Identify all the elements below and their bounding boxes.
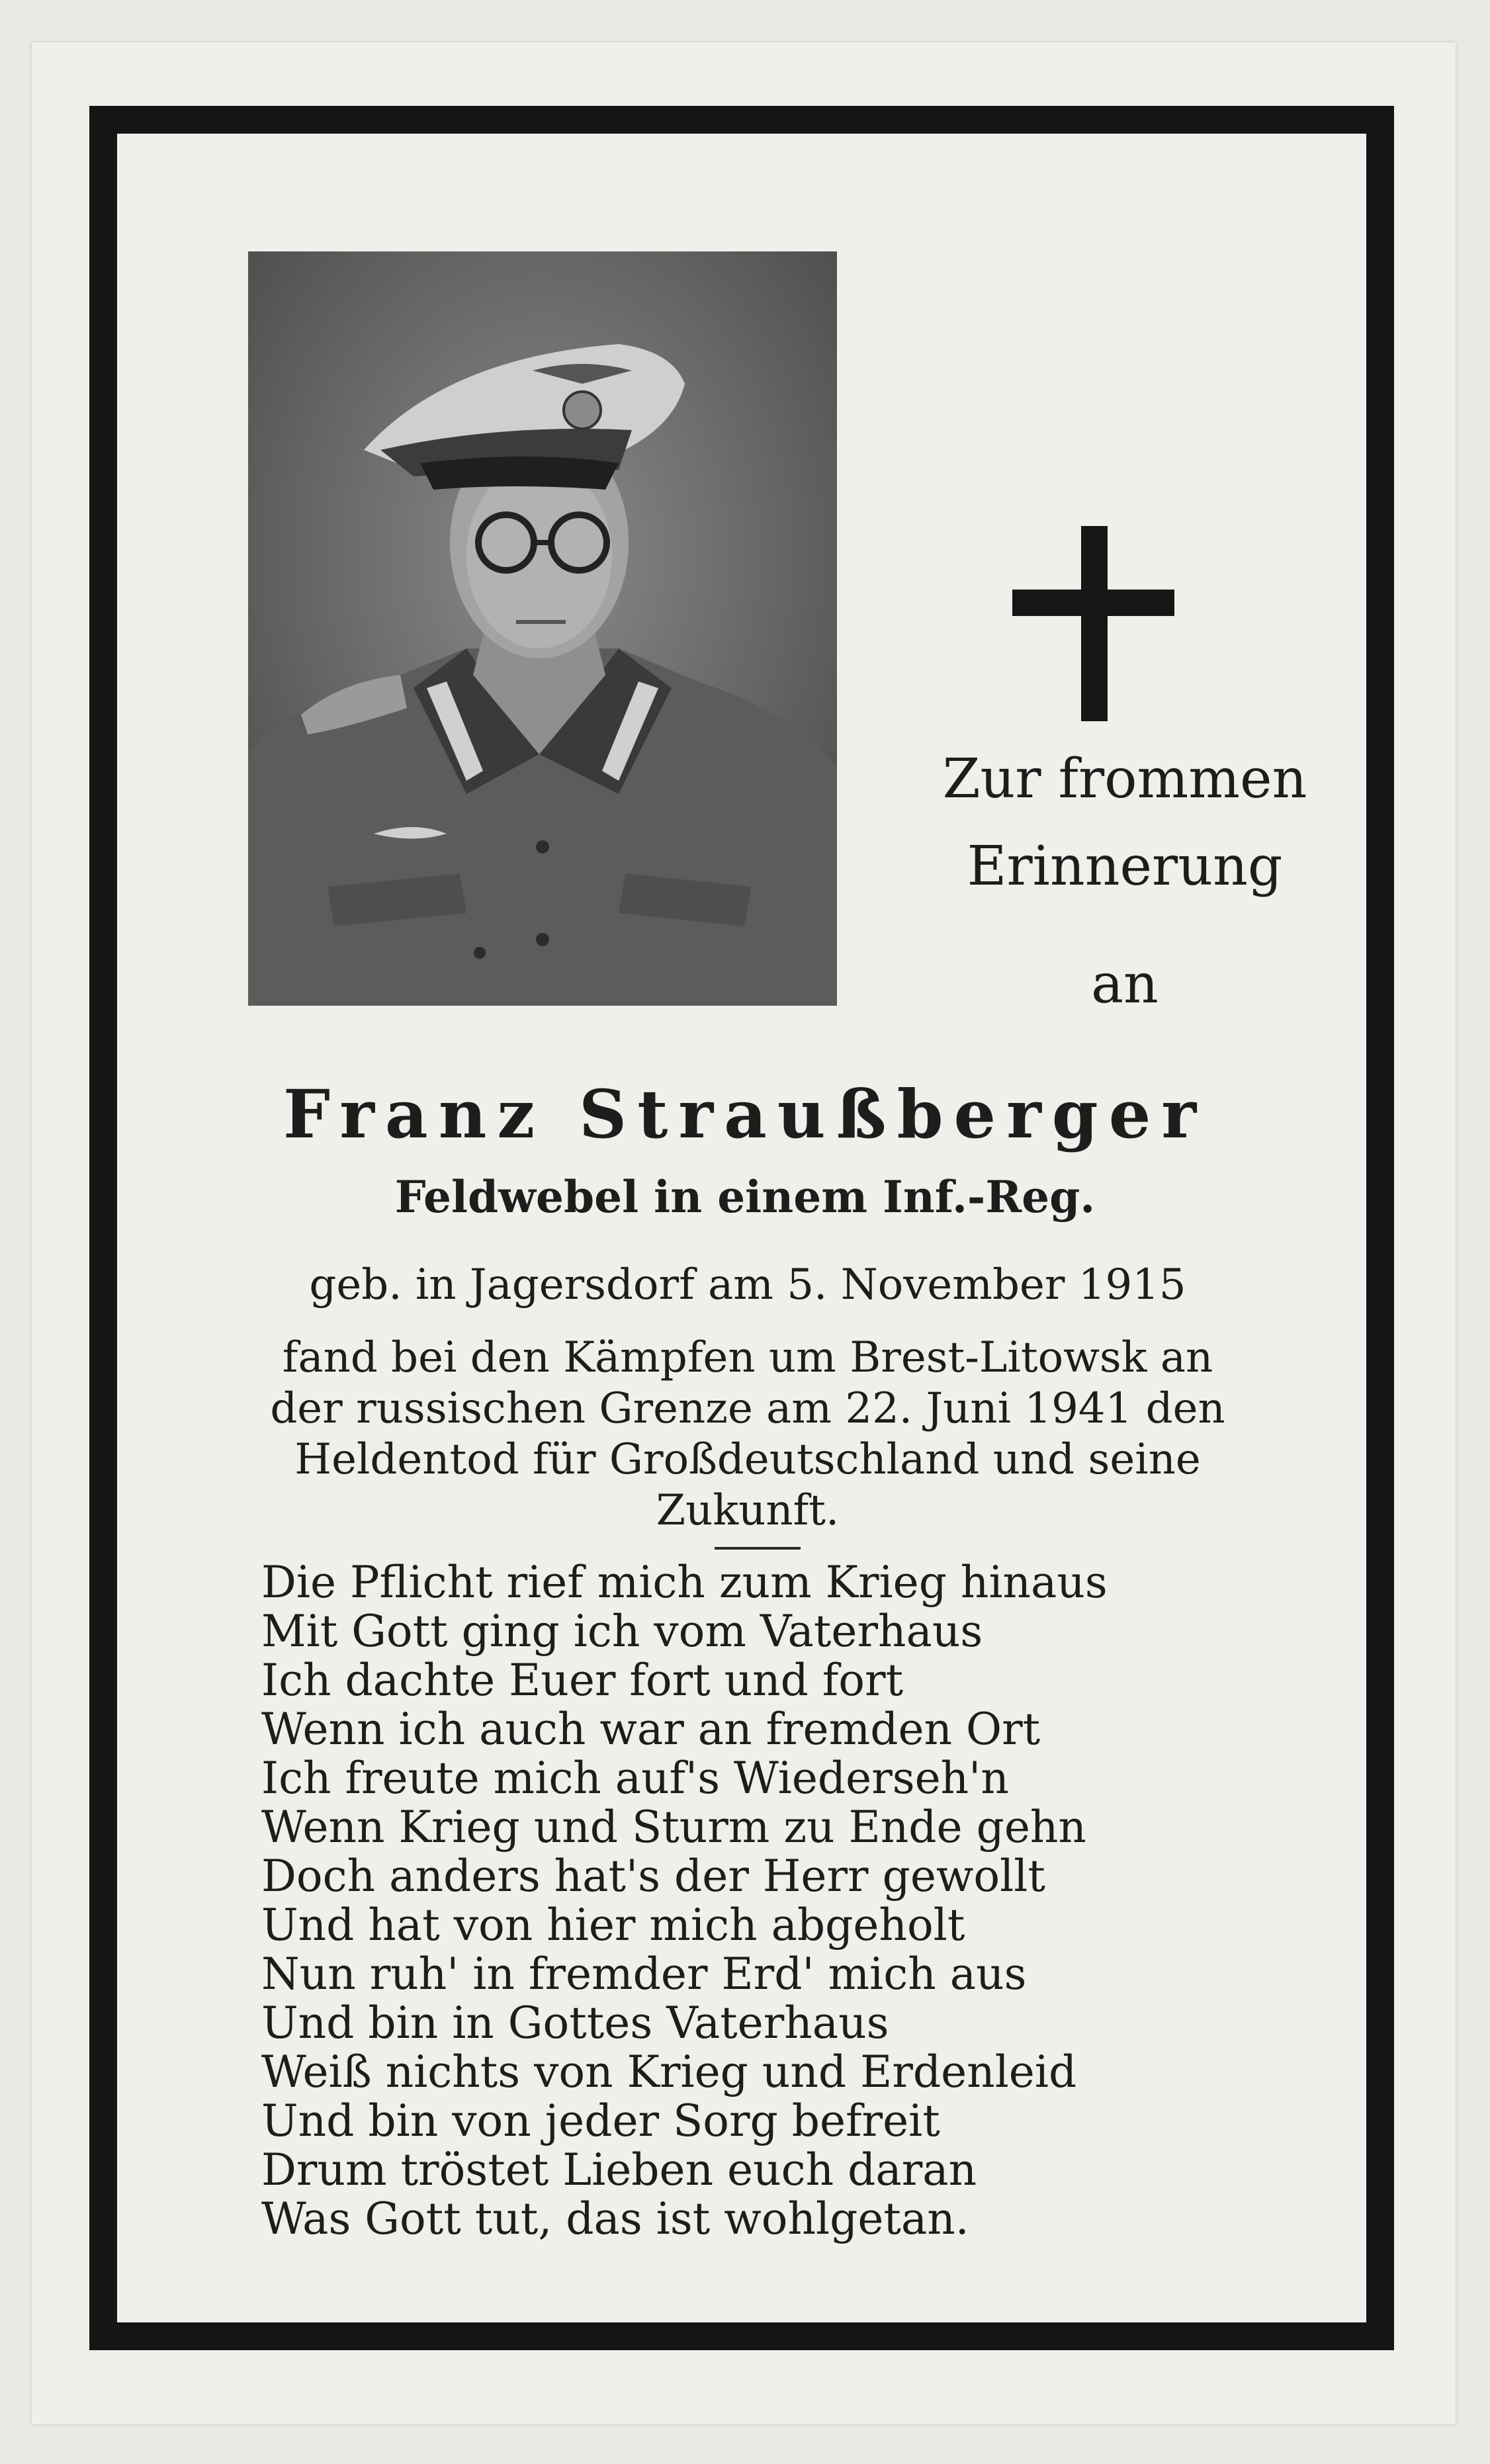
cross-icon (1012, 526, 1174, 721)
bio-line-4: Heldentod für Großdeutschland und seine (294, 1435, 1201, 1484)
poem-line: Weiß nichts von Krieg und Erdenleid (261, 2046, 1077, 2097)
poem-line: Die Pflicht rief mich zum Krieg hinaus (261, 1557, 1108, 1608)
poem-line: Und bin von jeder Sorg befreit (261, 2095, 940, 2146)
poem-line: Wenn Krieg und Sturm zu Ende gehn (261, 1802, 1086, 1853)
poem-line: Nun ruh' in fremder Erd' mich aus (261, 1949, 1027, 2000)
deceased-rank: Feldwebel in einem Inf.-Reg. (394, 1171, 1096, 1223)
poem-line: Und bin in Gottes Vaterhaus (261, 1998, 889, 2048)
portrait-photo (248, 251, 837, 1006)
poem-line: Ich freute mich auf's Wiederseh'n (261, 1753, 1009, 1804)
dedication-line-1: Zur frommen (942, 748, 1307, 811)
bio-line-2: fand bei den Kämpfen um Brest-Litowsk an (282, 1333, 1213, 1382)
poem-line: Ich dachte Euer fort und fort (261, 1655, 904, 1706)
deceased-name: Franz Straußberger (283, 1075, 1207, 1153)
bio-line-1: geb. in Jagersdorf am 5. November 1915 (309, 1260, 1186, 1309)
poem-line: Doch anders hat's der Herr gewollt (261, 1851, 1045, 1902)
poem-line: Mit Gott ging ich vom Vaterhaus (261, 1606, 983, 1657)
poem (261, 1558, 1287, 2244)
poem-line: Was Gott tut, das ist wohlgetan. (261, 2193, 969, 2244)
poem-line: Drum tröstet Lieben euch daran (261, 2144, 977, 2195)
bio-line-5: Zukunft. (656, 1486, 840, 1535)
divider-rule (715, 1547, 801, 1550)
poem-line: Wenn ich auch war an fremden Ort (261, 1704, 1041, 1755)
dedication-line-3: an (1091, 953, 1159, 1016)
dedication-line-2: Erinnerung (967, 835, 1283, 898)
bio-line-3: der russischen Grenze am 22. Juni 1941 den (270, 1384, 1225, 1433)
poem-line: Und hat von hier mich abgeholt (261, 1900, 965, 1951)
